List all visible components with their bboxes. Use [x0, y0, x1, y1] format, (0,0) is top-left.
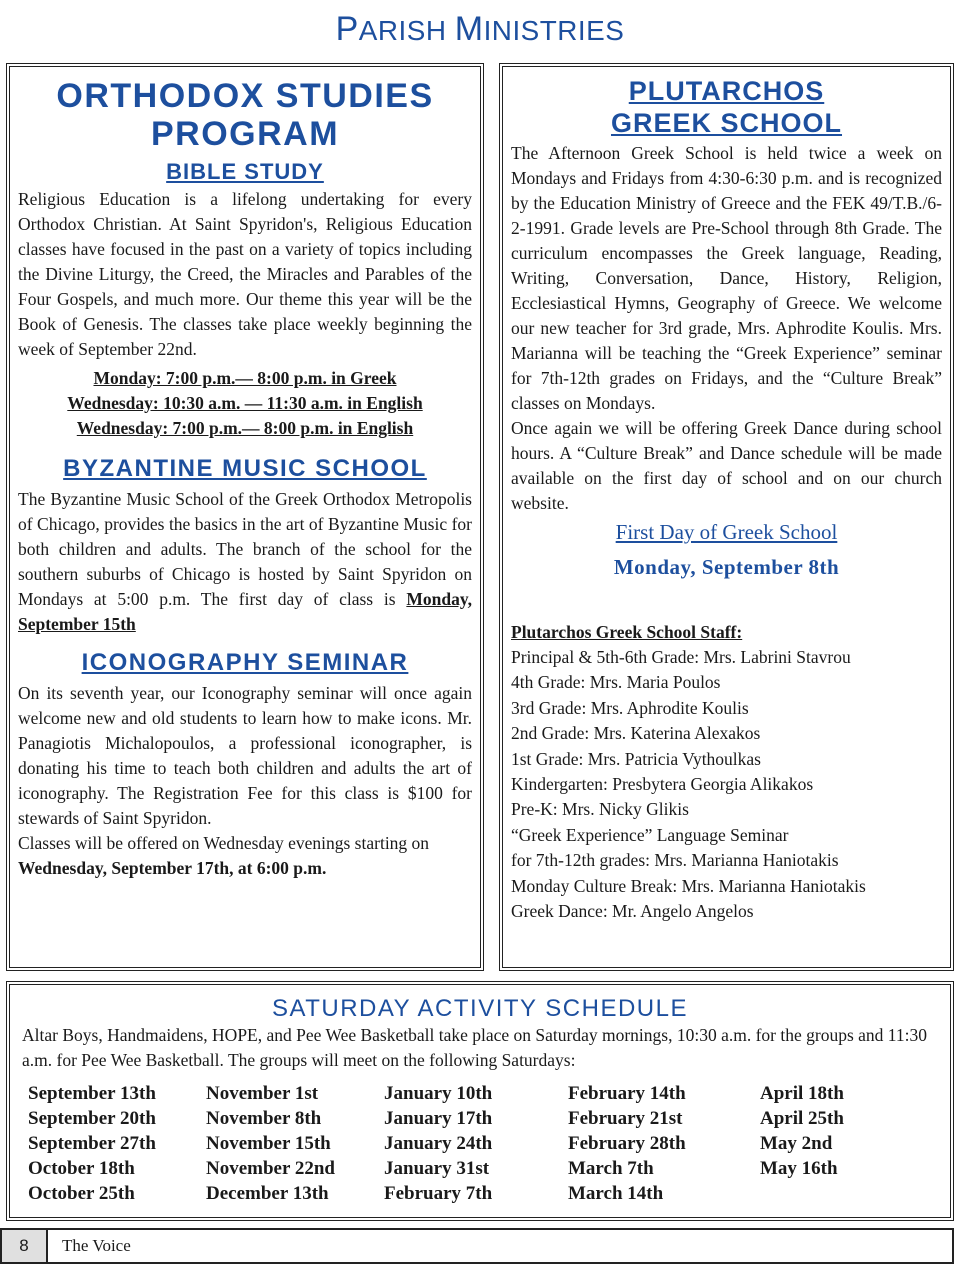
- date-item: November 8th: [206, 1108, 322, 1129]
- date-item: November 22nd: [206, 1158, 335, 1179]
- staff-item: Principal & 5th-6th Grade: Mrs. Labrini Stavrou: [511, 647, 851, 667]
- date-item: May 16th: [760, 1158, 838, 1179]
- schedule-line: Wednesday: 7:00 p.m.— 8:00 p.m. in English: [76, 418, 414, 438]
- staff-item: 1st Grade: Mrs. Patricia Vythoulkas: [511, 748, 761, 769]
- date-item: May 2nd: [760, 1133, 833, 1154]
- page-title-part-2: INISTRIES: [483, 15, 625, 46]
- bible-study-text: Religious Education is a lifelong undertaking for every Orthodox Christian. At Saint Spyridon's, Religious Education classes have focused in the past on a variety of topics including the Divine Liturgy, the Creed, the Miracles and Parables of the Four Gospels, and much more. Our theme this year will be the Book of Genesis. The classes take place weekly beginning the week of September 22nd.: [18, 189, 472, 359]
- date-item: February 21st: [568, 1108, 683, 1129]
- saturday-schedule-box: [6, 981, 954, 1221]
- page-title-initial: P: [335, 10, 359, 48]
- staff-item: Greek Dance: Mr. Angelo Angelos: [511, 901, 754, 922]
- orthodox-title-line1: ORTHODOX STUDIES: [56, 77, 434, 115]
- byzantine-music-heading: BYZANTINE MUSIC SCHOOL: [63, 455, 427, 482]
- iconography-classes-text: Classes will be offered on Wednesday evenings starting on: [18, 833, 430, 853]
- date-item: January 24th: [384, 1133, 493, 1154]
- greek-school-title-line1: PLUTARCHOS: [628, 76, 825, 106]
- saturday-text: Altar Boys, Handmaidens, HOPE, and Pee Wee Basketball take place on Saturday mornings, 10:30 a.m. for the groups and 11:30 a.m. for Pee Wee Basketball. The groups will meet on the following Saturdays:: [22, 1025, 928, 1070]
- iconography-classes-date: Wednesday, September 17th, at 6:00 p.m.: [18, 858, 327, 878]
- iconography-classes: [10, 831, 480, 881]
- date-item: October 18th: [28, 1158, 135, 1179]
- page-title-initial-2: M: [454, 10, 484, 48]
- byzantine-music-text: [10, 487, 480, 637]
- greek-school-text: The Afternoon Greek School is held twice a week on Mondays and Fridays from 4:30-6:30 p.m. and is recognized by the Education Ministry of Greece and the FEK 49/T.B./6-2-1991. Grade levels are Pre-School through 8th Grade. The curriculum encompasses the Greek language, Reading, Writing, Conversation, Dance, History, Religion, Ecclesiastical Hymns, Geography of Greece. We welcome our new teacher for 3rd grade, Mrs. Aphrodite Koulis. Mrs. Marianna will be teaching the “Greek Experience” seminar for 7th-12th grades on Fridays, and the “Culture Break” classes on Mondays.: [511, 143, 942, 413]
- date-item: September 13th: [28, 1083, 156, 1104]
- bible-study-heading: BIBLE STUDY: [166, 159, 324, 184]
- date-item: February 28th: [568, 1133, 686, 1154]
- footer-bar: [48, 1228, 954, 1264]
- dates-column: [568, 1081, 686, 1206]
- greek-school-title-line2: GREEK SCHOOL: [610, 108, 843, 138]
- staff-item: 4th Grade: Mrs. Maria Poulos: [511, 672, 721, 693]
- staff-heading: Plutarchos Greek School Staff:: [511, 622, 743, 642]
- schedule-line: Monday: 7:00 p.m.— 8:00 p.m. in Greek: [93, 368, 397, 388]
- iconography-heading: ICONOGRAPHY SEMINAR: [81, 649, 409, 676]
- date-item: March 7th: [568, 1158, 654, 1179]
- staff-item: Kindergarten: Presbytera Georgia Alikakos: [511, 774, 814, 795]
- greek-school-dance-text: Once again we will be offering Greek Dance during school hours. A “Culture Break” and Dance schedule will be made available on the first day of school and on our church website.: [511, 418, 942, 513]
- date-item: December 13th: [206, 1183, 329, 1204]
- orthodox-studies-title: [10, 77, 480, 153]
- date-item: November 15th: [206, 1133, 331, 1154]
- dates-column: [384, 1081, 492, 1206]
- date-item: February 7th: [384, 1183, 493, 1204]
- first-day-label: First Day of Greek School: [615, 520, 838, 544]
- date-item: March 14th: [568, 1183, 664, 1204]
- date-item: April 18th: [760, 1083, 844, 1104]
- publication-name: The Voice: [62, 1236, 131, 1255]
- staff-item: 3rd Grade: Mrs. Aphrodite Koulis: [511, 697, 749, 718]
- dates-column: [28, 1081, 156, 1206]
- dates-column: [760, 1081, 844, 1181]
- staff-item: Monday Culture Break: Mrs. Marianna Haniotakis: [511, 875, 866, 896]
- bible-study-schedule: [10, 366, 480, 441]
- page-title-part: ARISH: [358, 15, 455, 46]
- greek-school-box: [499, 63, 954, 971]
- date-item: September 27th: [28, 1133, 156, 1154]
- iconography-text: On its seventh year, our Iconography seminar will once again welcome new and old students to learn how to make icons. Mr. Panagiotis Michalopoulos, a professional iconographer, is donating his time to teach both children and adults the art of iconography. The Registration Fee for this class is $100 for stewards of Saint Spyridon.: [18, 683, 472, 828]
- orthodox-title-line2: PROGRAM: [150, 115, 340, 153]
- date-item: February 14th: [568, 1083, 686, 1104]
- byzantine-text: The Byzantine Music School of the Greek Orthodox Metropolis of Chicago, provides the basics in the art of Byzantine Music for both children and adults. The branch of the school for the southern suburbs of Chicago is hosted by Saint Spyridon on Mondays at 5:00 p.m. The first day of class is: [18, 489, 472, 609]
- date-item: November 1st: [206, 1083, 319, 1104]
- orthodox-studies-box: [6, 63, 484, 971]
- byzantine-first-day: Monday, September 15th: [18, 589, 473, 634]
- dates-column: [206, 1081, 335, 1206]
- date-item: January 17th: [384, 1108, 493, 1129]
- date-item: January 10th: [384, 1083, 493, 1104]
- staff-item: “Greek Experience” Language Seminar: [511, 824, 789, 845]
- date-item: October 25th: [28, 1183, 135, 1204]
- page-number: 8: [0, 1228, 48, 1264]
- schedule-line: Wednesday: 10:30 a.m. — 11:30 a.m. in English: [67, 393, 423, 413]
- staff-item: for 7th-12th grades: Mrs. Marianna Haniotakis: [511, 850, 839, 871]
- first-day-date: Monday, September 8th: [613, 555, 840, 579]
- staff-item: Pre-K: Mrs. Nicky Glikis: [511, 799, 689, 820]
- date-item: September 20th: [28, 1108, 156, 1129]
- staff-list: [503, 645, 950, 924]
- date-item: January 31st: [384, 1158, 490, 1179]
- saturday-heading: SATURDAY ACTIVITY SCHEDULE: [272, 995, 688, 1022]
- greek-school-title: [503, 75, 950, 139]
- page-title: [0, 10, 960, 49]
- date-item: April 25th: [760, 1108, 844, 1129]
- staff-item: 2nd Grade: Mrs. Katerina Alexakos: [511, 723, 761, 744]
